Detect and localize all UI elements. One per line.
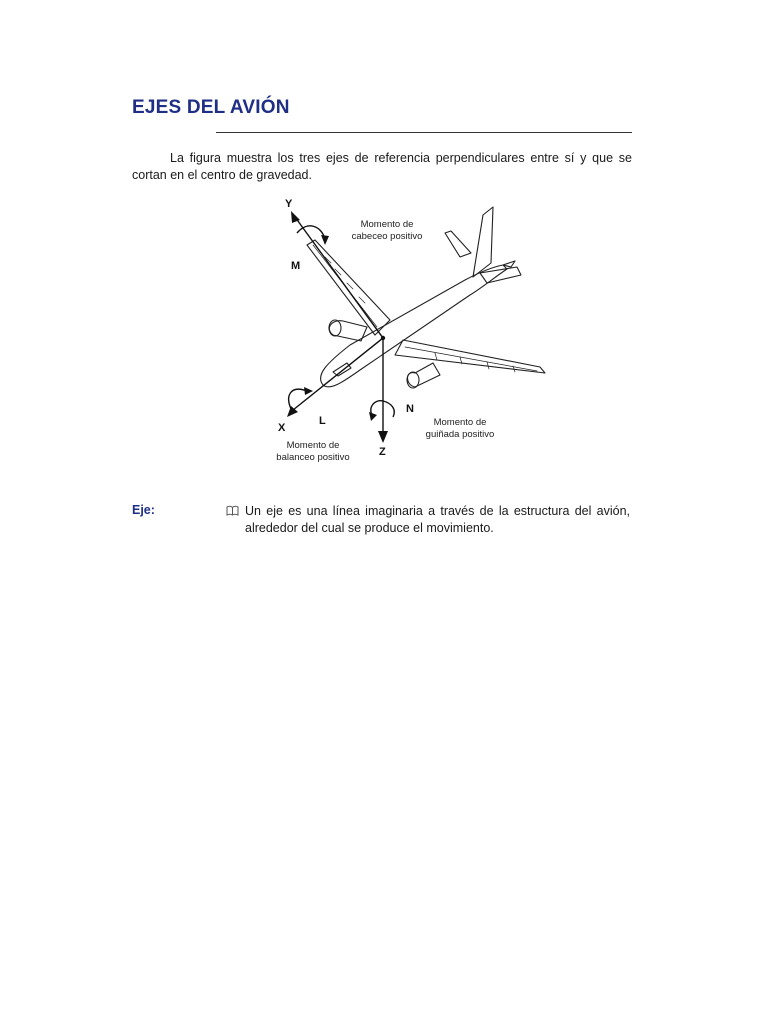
roll-arrowhead	[304, 387, 313, 395]
roll-moment-symbol: L	[319, 415, 326, 427]
yaw-moment-symbol: N	[406, 403, 414, 415]
pitch-arrowhead	[321, 235, 329, 245]
definition-term: Eje:	[132, 503, 155, 517]
left-wing	[307, 240, 390, 335]
intro-paragraph: La figura muestra los tres ejes de referencia perpendiculares entre sí y que se cortan en el centro de gravedad.	[132, 151, 632, 182]
pitch-moment-label: Momento de cabeceo positivo	[351, 219, 423, 242]
yaw-moment-label: Momento de guiñada positivo	[425, 417, 495, 440]
axis-z-label: Z	[379, 446, 386, 458]
axis-x-label: X	[278, 422, 286, 434]
fuselage	[321, 265, 507, 387]
book-icon	[226, 505, 239, 516]
horizontal-stabilizer	[480, 267, 521, 283]
title-divider	[216, 132, 632, 133]
axis-y-label: Y	[285, 198, 293, 210]
right-engine	[408, 363, 441, 387]
center-of-gravity	[381, 336, 385, 340]
page-title: EJES DEL AVIÓN	[132, 97, 290, 118]
yaw-arrowhead	[369, 412, 377, 421]
aircraft-axes-figure	[255, 195, 555, 470]
vertical-tail	[473, 207, 493, 277]
z-arrowhead	[378, 431, 388, 443]
roll-moment-label: Momento de balanceo positivo	[276, 440, 350, 463]
pitch-moment-symbol: M	[291, 260, 301, 272]
pitch-moment-arc	[297, 226, 325, 239]
definition-text: Un eje es una línea imaginaria a través de la estructura del avión, alrededor del cual se produce el movimiento.	[245, 504, 630, 535]
x-axis-line	[293, 338, 383, 410]
